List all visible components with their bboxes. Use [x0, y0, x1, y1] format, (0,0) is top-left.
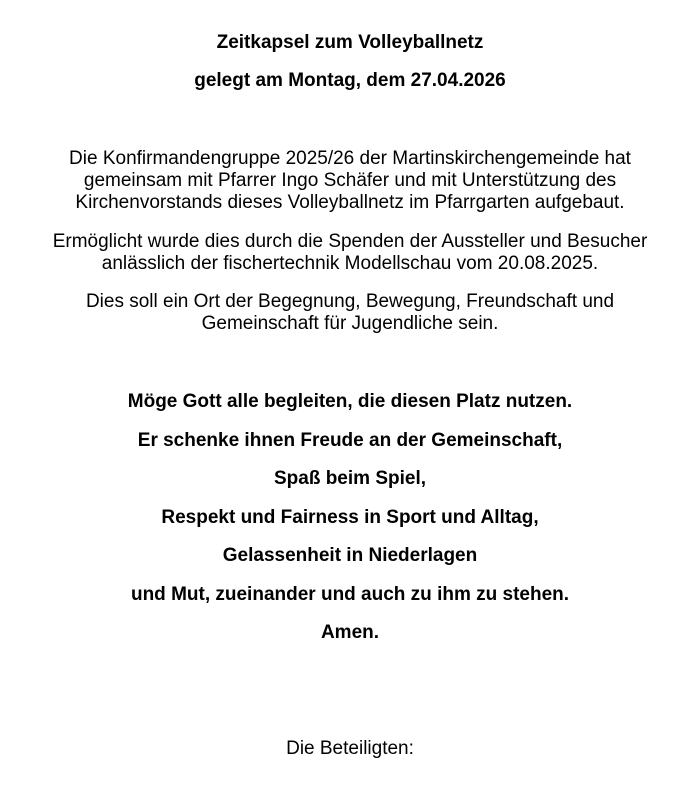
paragraph-line: Die Konfirmandengruppe 2025/26 der Martinskirchengemeinde hat	[69, 148, 631, 169]
blessing-line: Respekt und Fairness in Sport und Alltag,	[161, 507, 539, 528]
paragraph-line: Kirchenvorstands dieses Volleyballnetz im Pfarrgarten aufgebaut.	[75, 192, 625, 213]
paragraph-line: Gemeinschaft für Jugendliche sein.	[201, 313, 499, 334]
blessing-line: Spaß beim Spiel,	[273, 468, 427, 489]
participants-label: Die Beteiligten:	[286, 738, 414, 759]
paragraph-intro	[0, 148, 700, 214]
document-subtitle: gelegt am Montag, dem 27.04.2026	[194, 70, 506, 91]
paragraph-line: gemeinsam mit Pfarrer Ingo Schäfer und mit Unterstützung des	[83, 170, 617, 191]
paragraph-donations	[0, 231, 700, 275]
paragraph-line: Ermöglicht wurde dies durch die Spenden der Aussteller und Besucher	[52, 231, 648, 252]
blessing-line: Er schenke ihnen Freude an der Gemeinschaft,	[137, 430, 563, 451]
blessing-line: Möge Gott alle begleiten, die diesen Platz nutzen.	[127, 391, 573, 412]
paragraph-line: Dies soll ein Ort der Begegnung, Bewegung, Freundschaft und	[85, 291, 615, 312]
document-title: Zeitkapsel zum Volleyballnetz	[216, 32, 484, 53]
blessing-line: Gelassenheit in Niederlagen	[222, 545, 478, 566]
blessing-line: und Mut, zueinander und auch zu ihm zu stehen.	[130, 584, 570, 605]
blessing-amen: Amen.	[320, 622, 380, 643]
paragraph-line: anlässlich der fischertechnik Modellschau vom 20.08.2025.	[101, 253, 599, 274]
paragraph-purpose	[0, 291, 700, 335]
